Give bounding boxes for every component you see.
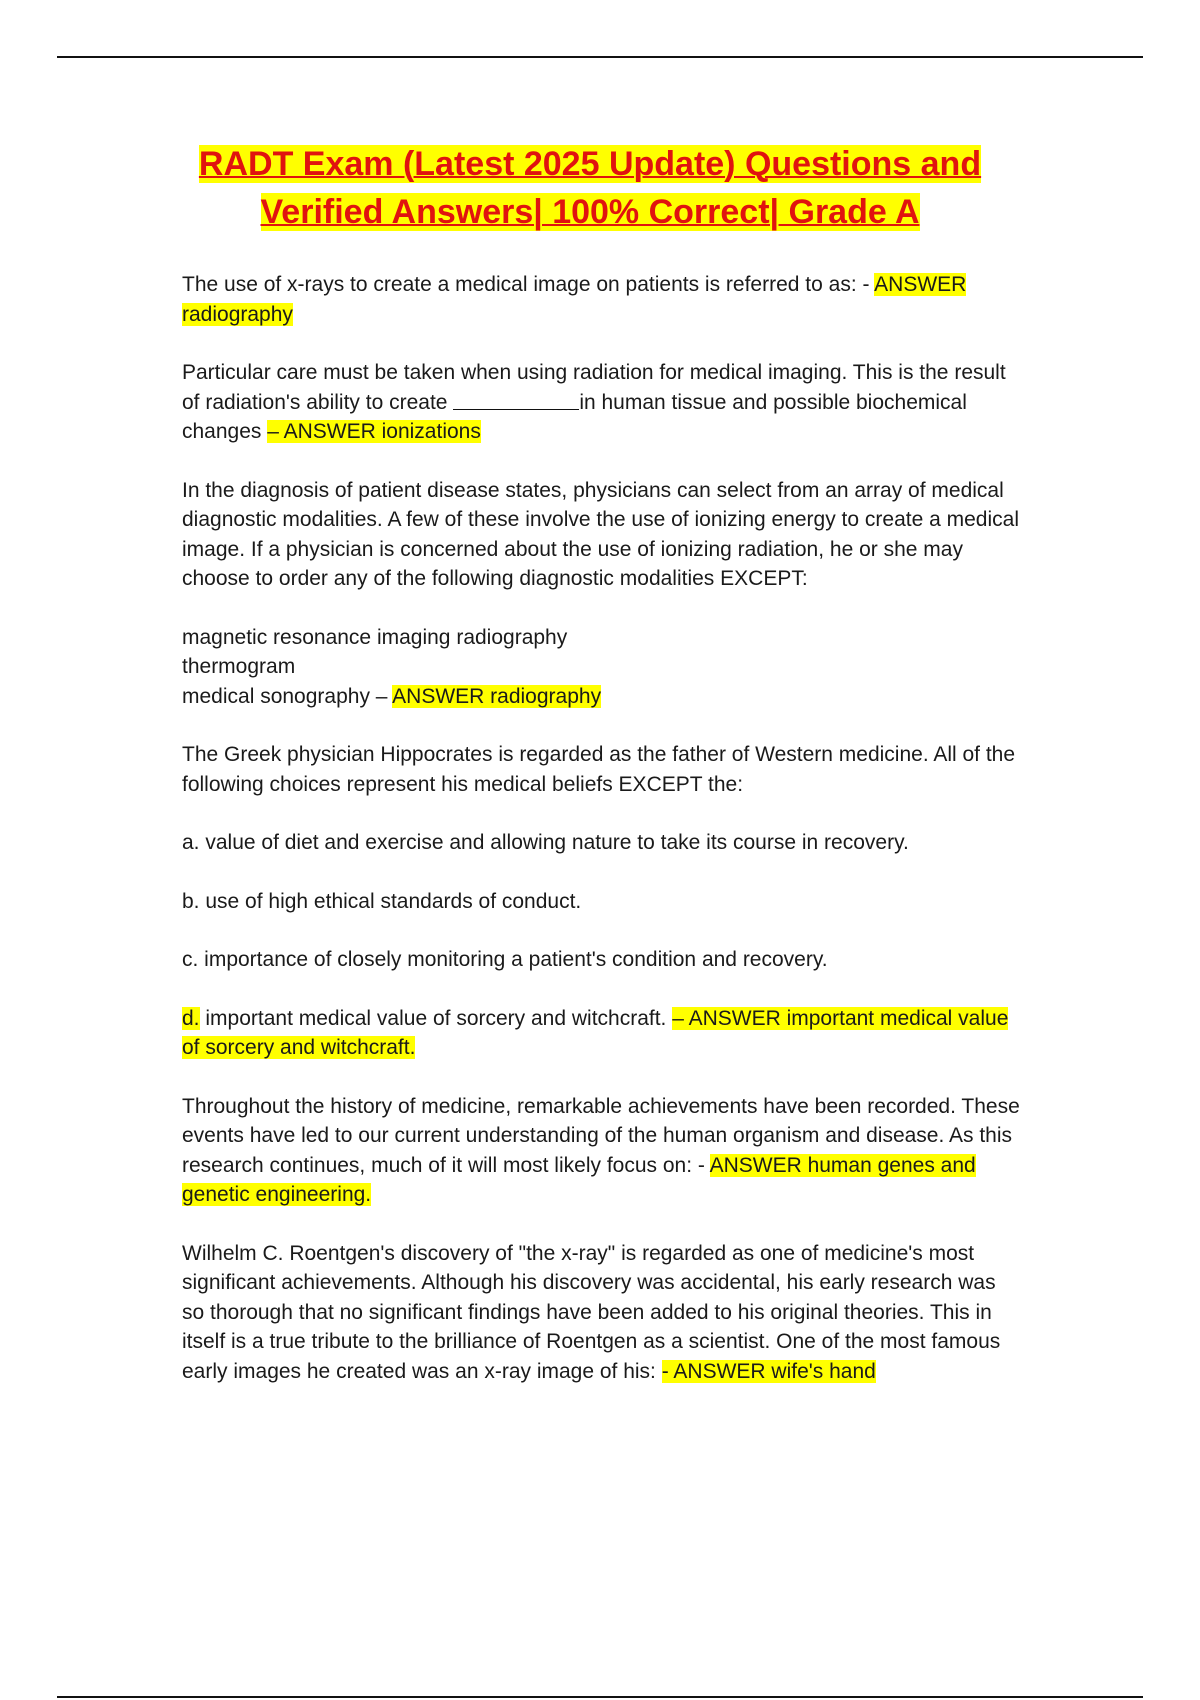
answer-highlight: – ANSWER ionizations	[267, 420, 481, 443]
question-6	[182, 1239, 1022, 1387]
answer-highlight: ANSWER radiography	[182, 273, 967, 326]
option-d-letter: d.	[182, 1006, 200, 1030]
question-1	[182, 270, 1022, 329]
answer-highlight: ANSWER human genes and genetic engineering.	[182, 1153, 976, 1206]
document-body	[182, 270, 1022, 1415]
option-d-text: important medical value of sorcery and witchcraft.	[205, 1006, 667, 1030]
question-4-option-a: a. value of diet and exercise and allowing nature to take its course in recovery.	[182, 831, 909, 854]
question-3-options	[182, 623, 1022, 712]
header-rule	[57, 56, 1143, 58]
option-1: magnetic resonance imaging radiography	[182, 625, 568, 649]
question-5	[182, 1092, 1022, 1210]
answer-highlight: - ANSWER wife's hand	[661, 1359, 876, 1383]
question-text: Wilhelm C. Roentgen's discovery of "the x-ray" is regarded as one of medicine's most significant achievements. Although his discovery was accidental, his early research was so thorough that no significant findings have been added to his original theories. This in itself is a true tribute to the brilliance of Roentgen as a scientist. One of the most famous early images he created was an x-ray image of his:	[182, 1241, 1001, 1383]
fill-in-blank	[453, 389, 579, 410]
question-text-continued: in human tissue and possible biochemical changes	[182, 390, 967, 443]
question-4-option-c: c. importance of closely monitoring a patient's condition and recovery.	[182, 948, 828, 971]
title-line-1: RADT Exam (Latest 2025 Update) Questions and	[198, 145, 982, 183]
question-4	[182, 740, 1022, 799]
question-text: Particular care must be taken when using radiation for medical imaging. This is the result of radiation's ability to create	[182, 361, 1006, 414]
answer-highlight: ANSWER radiography	[392, 684, 602, 708]
question-text: The Greek physician Hippocrates is regarded as the father of Western medicine. All of the following choices represent his medical beliefs EXCEPT the:	[182, 743, 1016, 796]
footer-rule	[57, 1696, 1143, 1698]
question-3	[182, 476, 1022, 594]
answer-highlight: – ANSWER important medical value of sorcery and witchcraft.	[182, 1006, 1009, 1059]
question-text: In the diagnosis of patient disease states, physicians can select from an array of medical diagnostic modalities. A few of these involve the use of ionizing energy to create a medical image. If a physician is concerned about the use of ionizing radiation, he or she may choose to order any of the following diagnostic modalities EXCEPT:	[182, 478, 1019, 590]
question-text: The use of x-rays to create a medical image on patients is referred to as: -	[182, 273, 870, 296]
question-text: Throughout the history of medicine, remarkable achievements have been recorded. These events have led to our current understanding of the human organism and disease. As this research continues, much of it will most likely focus on: -	[182, 1094, 1020, 1177]
document-title	[120, 140, 1060, 236]
question-4-option-d	[182, 1004, 1022, 1063]
question-2	[182, 358, 1022, 447]
option-2: thermogram	[182, 655, 296, 678]
option-3: medical sonography –	[182, 684, 388, 708]
question-4-option-b: b. use of high ethical standards of conduct.	[182, 889, 582, 913]
title-line-2: Verified Answers| 100% Correct| Grade A	[260, 193, 920, 231]
